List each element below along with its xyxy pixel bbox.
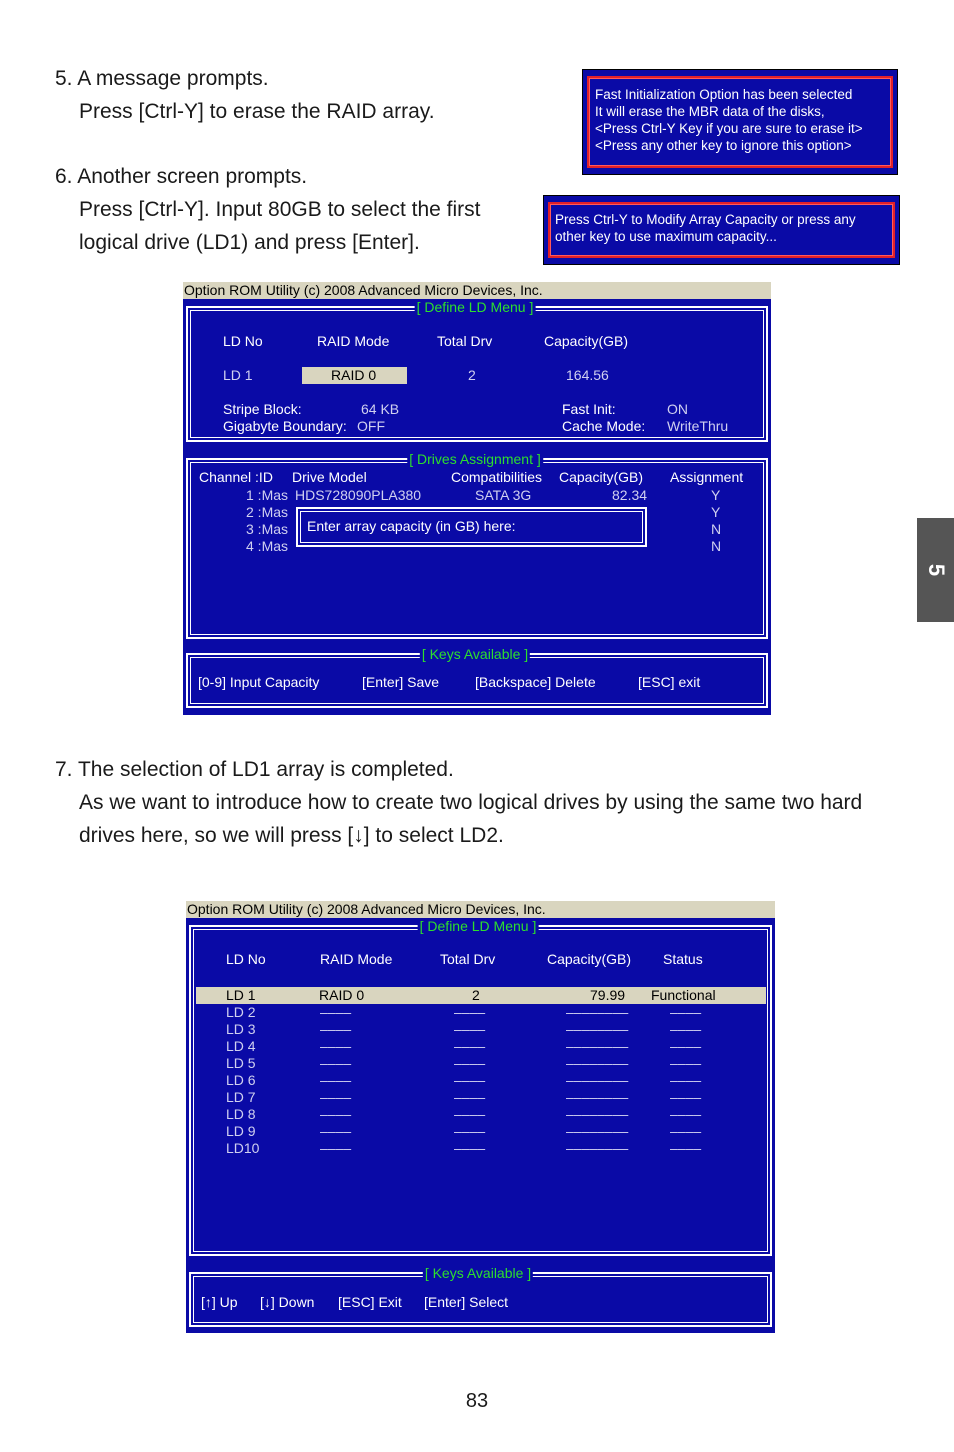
dialog-line: <Press Ctrl-Y Key if you are sure to erase it> xyxy=(595,121,863,136)
col-total-drv: Total Drv xyxy=(440,951,496,967)
ld-capacity: –––––––– xyxy=(566,1004,629,1020)
drive-channel: 4 :Mas xyxy=(246,538,289,554)
ld-number: LD 6 xyxy=(226,1072,256,1088)
drives-assignment-title: [ Drives Assignment ] xyxy=(409,451,541,467)
col-capacity: Capacity(GB) xyxy=(544,333,629,349)
drive-channel: 1 :Mas xyxy=(246,487,289,503)
step7-line2: As we want to introduce how to create two logical drives by using the same two hard xyxy=(79,791,863,814)
keys-title: [ Keys Available ] xyxy=(421,646,529,662)
col-drive-capacity: Capacity(GB) xyxy=(559,469,644,485)
ld-raid: –––– xyxy=(320,1004,352,1020)
ld-number: LD 4 xyxy=(226,1038,256,1054)
drive-channel: 3 :Mas xyxy=(246,521,289,537)
ld-drv: –––– xyxy=(454,1038,486,1054)
key-delete: [Backspace] Delete xyxy=(475,674,596,690)
ld-drv: –––– xyxy=(454,1106,486,1122)
capacity-input-prompt: Enter array capacity (in GB) here: xyxy=(307,518,516,534)
ld-capacity: –––––––– xyxy=(566,1055,629,1071)
ld-drv: 2 xyxy=(472,987,480,1003)
ld-drv: –––– xyxy=(454,1055,486,1071)
drive-capacity: 82.34 xyxy=(612,487,648,503)
ld-drv: –––– xyxy=(454,1072,486,1088)
ld-status: –––– xyxy=(670,1055,702,1071)
erase-warning-dialog xyxy=(582,69,898,175)
dialog-line: <Press any other key to ignore this option> xyxy=(595,138,852,153)
step5-line1: 5. A message prompts. xyxy=(55,67,269,90)
ld-raid: –––– xyxy=(320,1123,352,1139)
ld-status: –––– xyxy=(670,1106,702,1122)
drive-assignment[interactable]: Y xyxy=(711,487,721,503)
key-exit: [ESC] Exit xyxy=(338,1294,402,1310)
col-compatibilities: Compatibilities xyxy=(451,469,543,485)
ld-capacity: –––––––– xyxy=(566,1123,629,1139)
drive-assignment[interactable]: N xyxy=(711,521,722,537)
drive-model: HDS728090PLA380 xyxy=(295,487,422,503)
keys-title: [ Keys Available ] xyxy=(424,1265,532,1281)
drive-compat: SATA 3G xyxy=(475,487,532,503)
gigabyte-boundary-value: OFF xyxy=(357,418,385,434)
ld-capacity: –––––––– xyxy=(566,1072,629,1088)
key-down: [↓] Down xyxy=(260,1294,315,1310)
fast-init-value: ON xyxy=(667,401,688,417)
cache-mode-value: WriteThru xyxy=(667,418,729,434)
ld-status: –––– xyxy=(670,1072,702,1088)
drive-assignment[interactable]: N xyxy=(711,538,722,554)
col-drive-model: Drive Model xyxy=(292,469,367,485)
bios-title-bar: Option ROM Utility (c) 2008 Advanced Micro Devices, Inc. xyxy=(183,282,771,299)
dialog-line: Press Ctrl-Y to Modify Array Capacity or press any xyxy=(555,212,856,227)
step7-line3: drives here, so we will press [↓] to select LD2. xyxy=(79,824,504,847)
ld-drv: –––– xyxy=(454,1089,486,1105)
ld-number: LD 1 xyxy=(223,367,253,383)
key-up: [↑] Up xyxy=(201,1294,238,1310)
drive-channel: 2 :Mas xyxy=(246,504,289,520)
ld-number: LD 3 xyxy=(226,1021,256,1037)
stripe-block-value: 64 KB xyxy=(361,401,400,417)
col-total-drv: Total Drv xyxy=(437,333,493,349)
bios-title-bar: Option ROM Utility (c) 2008 Advanced Micro Devices, Inc. xyxy=(186,901,775,918)
ld-capacity: –––––––– xyxy=(566,1038,629,1054)
ld-number: LD 5 xyxy=(226,1055,256,1071)
dialog-line: Fast Initialization Option has been selected xyxy=(595,87,853,102)
step7-line1: 7. The selection of LD1 array is completed. xyxy=(55,758,454,781)
ld-raid: –––– xyxy=(320,1140,352,1156)
dialog-line: It will erase the MBR data of the disks, xyxy=(595,104,825,119)
ld-raid: –––– xyxy=(320,1055,352,1071)
dialog-line: other key to use maximum capacity... xyxy=(555,229,777,244)
ld-number: LD 2 xyxy=(226,1004,256,1020)
ld-number: LD 9 xyxy=(226,1123,256,1139)
col-raid-mode: RAID Mode xyxy=(320,951,393,967)
modify-capacity-dialog xyxy=(543,195,900,265)
bios-screen-define-ld-capacity xyxy=(183,282,771,715)
step6-line1: 6. Another screen prompts. xyxy=(55,165,308,188)
ld-number: LD 1 xyxy=(226,987,256,1003)
ld-status: –––– xyxy=(670,1089,702,1105)
ld-status: –––– xyxy=(670,1021,702,1037)
ld-raid: RAID 0 xyxy=(319,987,365,1003)
key-exit: [ESC] exit xyxy=(638,674,701,690)
col-ld-no: LD No xyxy=(223,333,263,349)
define-ld-title: [ Define LD Menu ] xyxy=(416,299,534,315)
col-assignment: Assignment xyxy=(670,469,744,485)
ld-capacity: –––––––– xyxy=(566,1140,629,1156)
ld-raid: –––– xyxy=(320,1106,352,1122)
step6-line3: logical drive (LD1) and press [Enter]. xyxy=(79,231,420,254)
col-status: Status xyxy=(663,951,703,967)
ld-drv: –––– xyxy=(454,1140,486,1156)
chapter-tab xyxy=(917,518,954,622)
capacity-value: 164.56 xyxy=(566,367,609,383)
ld-capacity: –––––––– xyxy=(566,1089,629,1105)
ld-number: LD 7 xyxy=(226,1089,256,1105)
stripe-block-label: Stripe Block: xyxy=(223,401,302,417)
col-capacity: Capacity(GB) xyxy=(547,951,632,967)
col-raid-mode: RAID Mode xyxy=(317,333,390,349)
col-channel-id: Channel :ID xyxy=(199,469,273,485)
ld-raid: –––– xyxy=(320,1089,352,1105)
step5-line2: Press [Ctrl-Y] to erase the RAID array. xyxy=(79,100,435,123)
ld-number: LD10 xyxy=(226,1140,260,1156)
ld-raid: –––– xyxy=(320,1021,352,1037)
step6-line2: Press [Ctrl-Y]. Input 80GB to select the first xyxy=(79,198,481,221)
ld-number: LD 8 xyxy=(226,1106,256,1122)
cache-mode-label: Cache Mode: xyxy=(562,418,646,434)
ld-status: –––– xyxy=(670,1038,702,1054)
ld-raid: –––– xyxy=(320,1038,352,1054)
ld-drv: –––– xyxy=(454,1123,486,1139)
chapter-number: 5 xyxy=(923,563,949,577)
key-input-capacity: [0-9] Input Capacity xyxy=(198,674,320,690)
col-ld-no: LD No xyxy=(226,951,266,967)
total-drv-value: 2 xyxy=(468,367,476,383)
gigabyte-boundary-label: Gigabyte Boundary: xyxy=(223,418,347,434)
define-ld-title: [ Define LD Menu ] xyxy=(419,918,537,934)
ld-drv: –––– xyxy=(454,1021,486,1037)
raid-mode-value: RAID 0 xyxy=(331,367,377,383)
key-select: [Enter] Select xyxy=(424,1294,509,1310)
ld-status: –––– xyxy=(670,1123,702,1139)
ld-drv: –––– xyxy=(454,1004,486,1020)
ld-capacity: –––––––– xyxy=(566,1106,629,1122)
ld-capacity: 79.99 xyxy=(590,987,626,1003)
ld-status: Functional xyxy=(651,987,716,1003)
drive-assignment[interactable]: Y xyxy=(711,504,721,520)
ld-status: –––– xyxy=(670,1140,702,1156)
key-save: [Enter] Save xyxy=(362,674,440,690)
ld-capacity: –––––––– xyxy=(566,1021,629,1037)
page-number: 83 xyxy=(465,1390,489,1412)
fast-init-label: Fast Init: xyxy=(562,401,616,417)
ld-status: –––– xyxy=(670,1004,702,1020)
ld-raid: –––– xyxy=(320,1072,352,1088)
bios-screen-ld-list xyxy=(186,901,775,1333)
